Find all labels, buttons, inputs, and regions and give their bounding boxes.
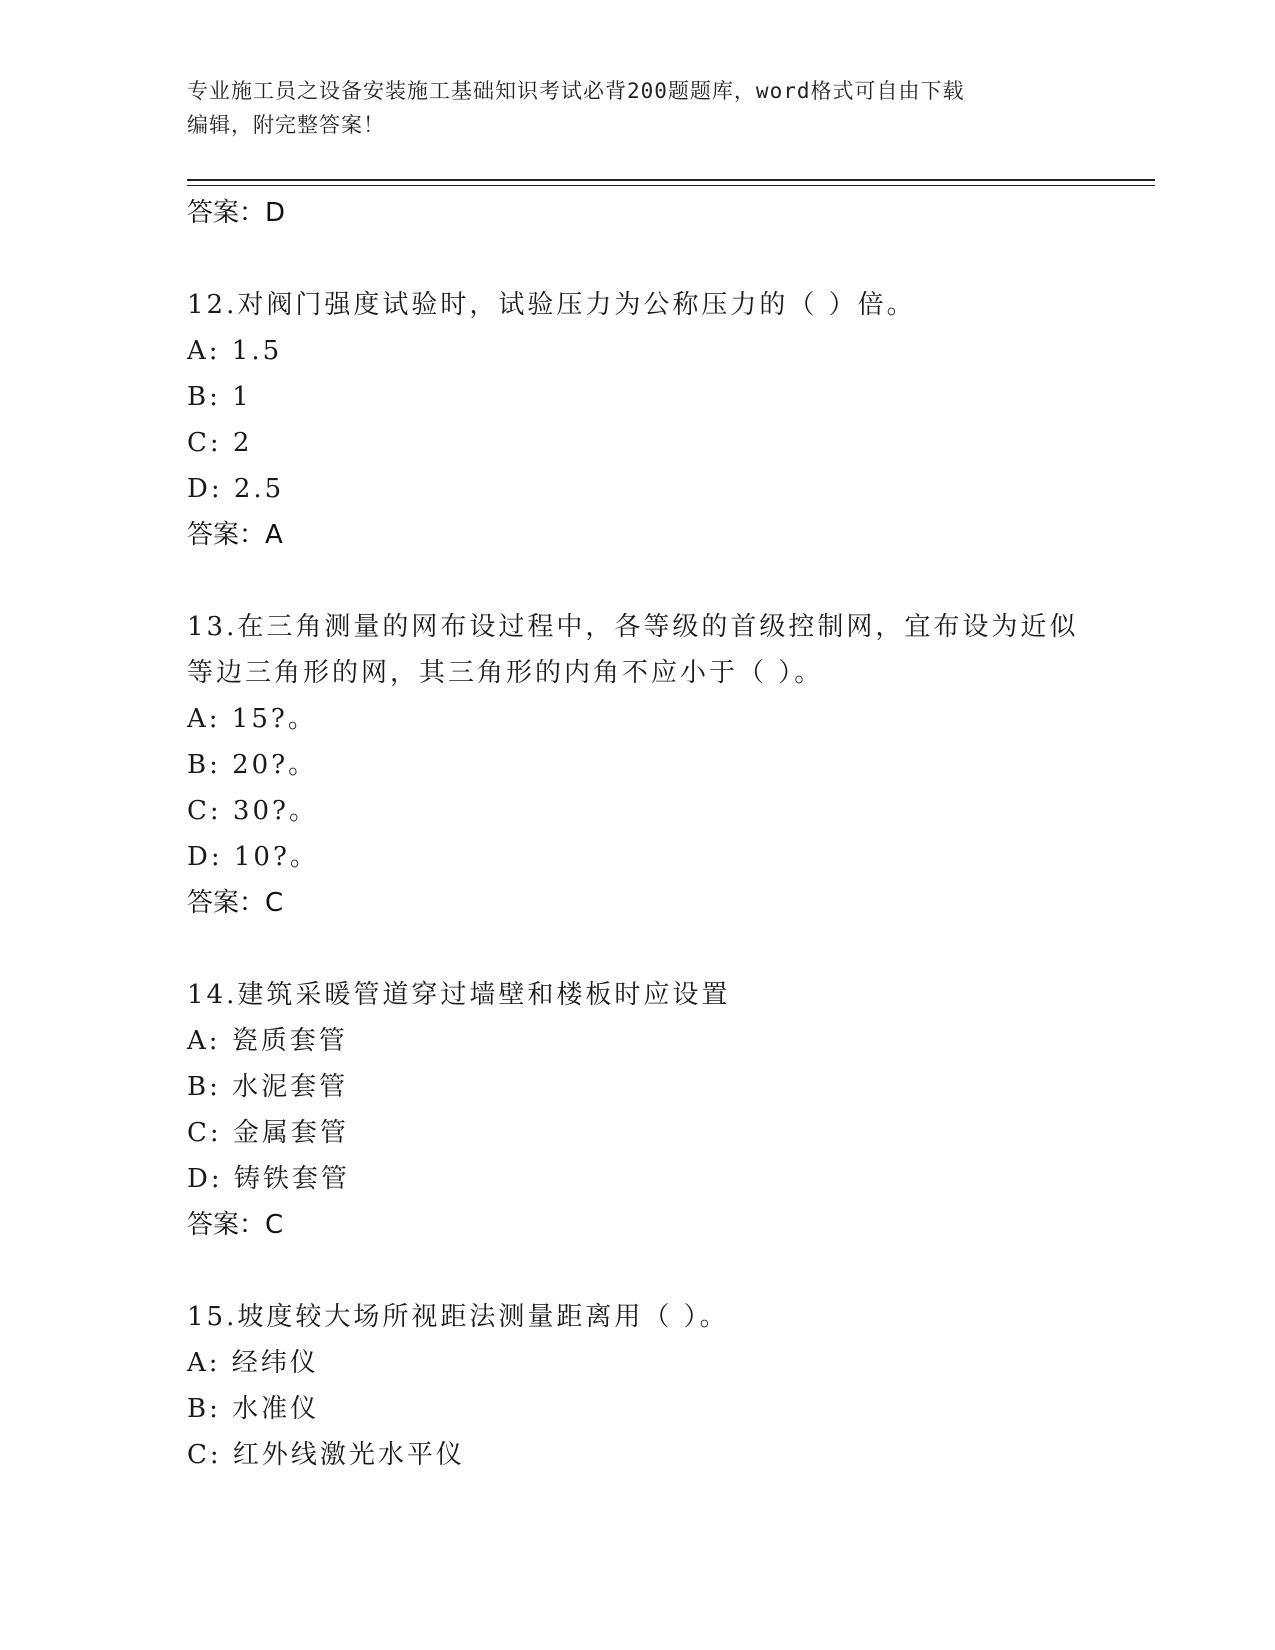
option-c: C: 30?。 (187, 796, 318, 826)
option-d: D: 铸铁套管 (187, 1164, 350, 1194)
option-c: C: 2 (187, 428, 253, 458)
previous-answer: 答案：D (187, 198, 286, 228)
option-c: C: 红外线激光水平仪 (187, 1440, 465, 1470)
header-rule-thick (187, 179, 1155, 181)
question-stem: 14.建筑采暖管道穿过墙壁和楼板时应设置 (187, 980, 731, 1010)
question-stem: 15.坡度较大场所视距法测量距离用（ ）。 (187, 1302, 729, 1332)
option-b: B: 1 (187, 382, 252, 412)
header-line-2: 编辑，附完整答案！ (187, 113, 385, 137)
option-b: B: 20?。 (187, 750, 318, 780)
option-b: B: 水泥套管 (187, 1072, 349, 1102)
question-answer: 答案：C (187, 1210, 284, 1240)
option-d: D: 2.5 (187, 474, 285, 504)
spacer (187, 236, 1087, 282)
option-b: B: 水准仪 (187, 1394, 320, 1424)
question-block (187, 972, 1087, 1248)
header-line-1: 专业施工员之设备安装施工基础知识考试必背200题题库，word格式可自由下载 (187, 79, 965, 103)
option-a: A: 瓷质套管 (187, 1026, 348, 1056)
document-header (187, 74, 1067, 142)
question-block (187, 282, 1087, 558)
question-stem: 12.对阀门强度试验时，试验压力为公称压力的（ ）倍。 (187, 290, 916, 320)
spacer (187, 926, 1087, 972)
question-block (187, 1294, 1087, 1478)
question-stem: 13.在三角测量的网布设过程中，各等级的首级控制网，宜布设为近似等边三角形的网，其三角形的内角不应小于（ ）。 (187, 612, 1079, 688)
option-d: D: 10?。 (187, 842, 319, 872)
option-a: A: 经纬仪 (187, 1348, 319, 1378)
spacer (187, 558, 1087, 604)
spacer (187, 1248, 1087, 1294)
option-c: C: 金属套管 (187, 1118, 349, 1148)
question-list (187, 190, 1087, 1478)
option-a: A: 1.5 (187, 336, 283, 366)
question-answer: 答案：A (187, 520, 283, 550)
question-answer: 答案：C (187, 888, 284, 918)
question-block (187, 604, 1087, 926)
header-rule-thin (187, 185, 1155, 186)
option-a: A: 15?。 (187, 704, 317, 734)
